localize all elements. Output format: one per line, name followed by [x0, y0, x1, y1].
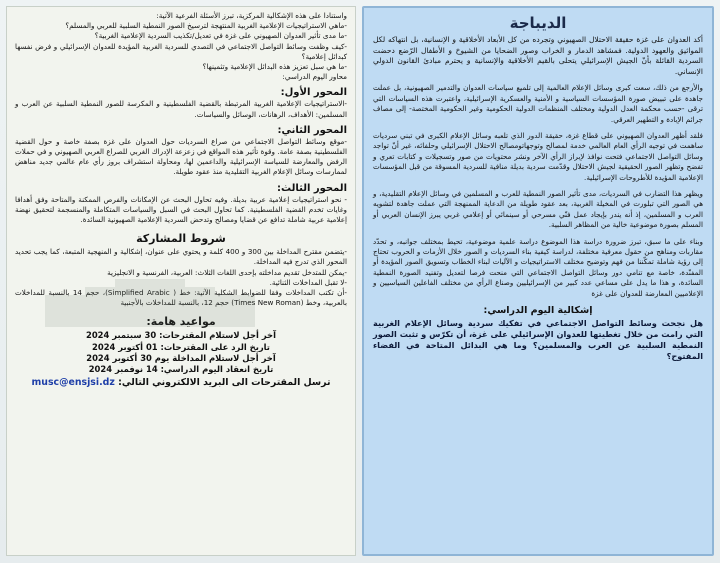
preamble-panel: [362, 6, 714, 556]
preamble-paragraph: فلقد أظهر العدوان الصهيوني على قطاع غزة، حقيقة الدور الذي تلعبه وسائل الإعلام الكبرى في تبني سرديات ساهمت في توجيه الرأي العام العالمي خدمة لمصالح وتوجهاتومصالح الاحتلال الإسرائيلي وحلفائه، غير أنّ تواجد وسائل التواصل الاجتماعي فتحت نوافذ لإبراز الرأي الآخر ونشر محتويات من صور وتسجيلات و كتابات تعري و تفضح وتظهر الصور الحقيقية لجيش الاحتلال وقدّمت سردية بديلة منافية للسردية المسوقة من قبل المؤسسات الإعلامية المؤيدة للأطروحات الإسرائيلية.: [373, 131, 703, 182]
preamble-paragraph: ويظهر هذا التضارب في السرديات، مدى تأثير الصور النمطية للعرب و المسلمين في وسائل الإعلام التقليدية، و هي الصور التي تبلورت في المخيلة الغربية، بعد عقود طويلة من الدعاية الممنهجة التي عملت جاهدة لتشويه العرب و المسلمين، إذ أنه يندر بإيجاد عمل فنّي مسرحي أو سينمائي أو إعلامي غربي يبرز الإنسان العربي أو المسلم بصورة موضوعية خالية من المظاهر السلبية.: [373, 189, 703, 230]
dates-title: مواعيد هامة:: [146, 315, 216, 329]
axis-3-text: - نحو استراتيجيات إعلامية عربية بديلة. وفيه تحاول البحث عن الإمكانات والفرص الممكنة والمتاحة وفق أهدافا وغايات تخدم القضية الفلسطينية. كما تحاول البحث في السبل والسياسات المتكاملة والمنسجمة لتحقيق نهضة إعلامية عربية شاملة تدافع عن قضايا ومصالح وتدحض السردية الإعلامية الصهيونية السائدة.: [15, 194, 347, 225]
date-item: تاريخ انعقاد اليوم الدراسي: 14 نوفمبر 2024: [88, 364, 274, 375]
dates-list: [15, 330, 347, 375]
questions-intro: واستنادا على هذه الإشكالية المركزية، تبرز الأسئلة الفرعية الآتية:: [156, 11, 347, 20]
condition-item: -يتضمن مقترح المداخلة بين 300 و 400 كلمة و يحتوي على عنوان، إشكالية و المنهجية المتبعة، كما يجب تحديد المحور الذي تدرج فيه المداخلة.: [15, 247, 348, 267]
question-item: -كيف وظفت وسائط التواصل الاجتماعي في التصدي للسردية الغربية المؤيدة للعدوان الإسرائيلي و فرض نفسها كبدائل إعلامية؟: [15, 41, 347, 61]
problem-title: إشكالية اليوم الدراسي:: [483, 305, 593, 317]
condition-item: -لا تقبل المداخلات الثنائية.: [269, 277, 347, 287]
date-item: آخر أجل لاستلام المداخلة يوم 30 أكتوبر 2024: [86, 352, 276, 363]
preamble-paragraph: وبناء على ما سبق، تبرز ضرورة دراسة هذا الموضوع دراسة علمية موضوعية، تحيط بمختلف جوانبه، و تحدّد مقاربات ومناهج من حقول معرفية مختلفة، لدراسة كيفية بناء السرديات و الصور خلال الأزمات و الحروب تحتاج إلى رؤية شاملة تمكّننا من فهم وتوضيح مختلف الاستراتيجيات و الآليات لبناء الخطاب وتسويق الصور المؤيدة أو المفنّدة، خاصة مع تنامي دور وسائل التواصل الاجتماعي التي منحت فرصا لتعديل وتفنيد الصورة النمطية السائدة، و هذا ما يدل على مساعي عدد كبير من الإسرائيليين وصناع الرأي من مختلف الفاعلين السياسيين و الإعلاميين المعارضة للعدوان على غزة: [373, 236, 703, 298]
question-item: -ماهي الاستراتيجيات الإعلامية الغربية المنتهجة لترسيخ الصور النمطية السلبية للعربي والمسلم؟: [65, 21, 347, 31]
preamble-paragraph: والأرجع من ذلك، سعت كبرى وسائل الإعلام العالمية إلى تلميع سياسات العدوان والتدمير الصهيونية، بل عملت جاهدة على تبييض صورة المؤسسات السياسية و الأمنية والعسكرية الإسرائيلية، واعتبرت هذه السياسات التي ترقى -حسب محكمة العدل الدولية ومختلف المنظمات الدولية الحكومية وغير الحكومية المختصة- إلى مصاف جرائم الإبادة و التطهير العرقي.: [373, 83, 703, 124]
details-panel: [6, 6, 356, 556]
question-item: -ما هي سبل تعزيز هذه البدائل الإعلامية وتثمينها؟: [202, 62, 347, 72]
problem-text: هل نجحت وسائط التواصل الاجتماعي في تفكيك سردية وسائل الإعلام الغربية التي رامت من خلال تغطيتها للعدوان الإسرائيلي على غزة، أن تكرّس و تثبت الصور النمطية السلبية عن العرب والمسلمين؟ وما هي البدائل المتاحة في الفضاء المفتوح؟: [373, 318, 703, 362]
contact-label: ترسل المقترحات الى البريد الالكتروني التالي:: [118, 377, 331, 389]
date-item: تاريخ الرد على المقترحات: 01 أكتوبر 2024: [92, 341, 270, 352]
contact-row: [15, 377, 347, 388]
conditions-title: شروط المشاركة: [136, 232, 226, 246]
date-item: آخر أجل لاستلام المقترحات: 30 سبتمبر 2024: [86, 330, 276, 341]
axis-1-text: -الاستراتيجيات الإعلامية الغربية المرتبطة بالقضية الفلسطينية و المكرسة للصور النمطية السلبية عن العرب و المسلمين: الأهداف، الرهانات، الوسائل والسياسات.: [15, 99, 347, 119]
axis-3-title: المحور الثالث:: [277, 182, 347, 194]
axis-2-title: المحور الثاني:: [277, 124, 347, 136]
axes-intro: محاور اليوم الدراسي:: [282, 72, 347, 82]
contact-email-link[interactable]: musc@ensjsi.dz: [31, 377, 115, 389]
condition-item: -أن تكتب المداخلات وفقا للضوابط الشكلية الآتية: خط ( Simplified Arabic)، حجم 14 بالنسبة للمداخلات بالعربية، وخط (Times New Roman) حجم 12، بالنسبة للمداخلات بالأجنبية: [15, 288, 348, 308]
question-item: -ما مدى تأثير العدوان الصهيوني على غزة في تعديل/تكذيب السردية الإعلامية الغربية؟: [94, 31, 347, 41]
condition-item: -يمكن للمتدخل تقديم مداخلته بإحدى اللغات الثلاث: العربية، الفرنسية و الانجليزية: [107, 267, 347, 277]
preamble-title: الديباجة: [509, 14, 567, 32]
axis-1-title: المحور الأول:: [280, 87, 347, 99]
axis-2-text: -موقع وسائط التواصل الاجتماعي من صراع السرديات حول العدوان على غزة بصفة خاصة و حول القضية الفلسطينية بصفة عامة. وقوة تأثير هذه المواقع في زعزعة الإدراك الغربي للصراع العربي الصهيوني و في حملات الرفض والمعارضة للسياسة الإسرائيلية والداعمين لها، ومحاولة استشراف بروز رأي عام عالمي جديد مناهض لممارسات وسائل الإعلام الغربية التقليدية منذ عقود طويلة.: [15, 136, 347, 177]
preamble-paragraph: أكد العدوان على غزة حقيقة الاحتلال الصهيوني وتجرده من كل الأبعاد الأخلاقية و الإنسانية، بل انتهاكه لكل المواثيق والعهود الدولية. فمشاهد الدمار و الخراب وصور الضحايا من الشيوخ و الأطفال الرّضع دحضت السردية القائلة بأنّ الجيش الإسرائيلي يتحلى بالقيم الأخلاقية والإنسانية و يحترم مبادئ القانون الدولي الإنساني.: [373, 35, 703, 76]
